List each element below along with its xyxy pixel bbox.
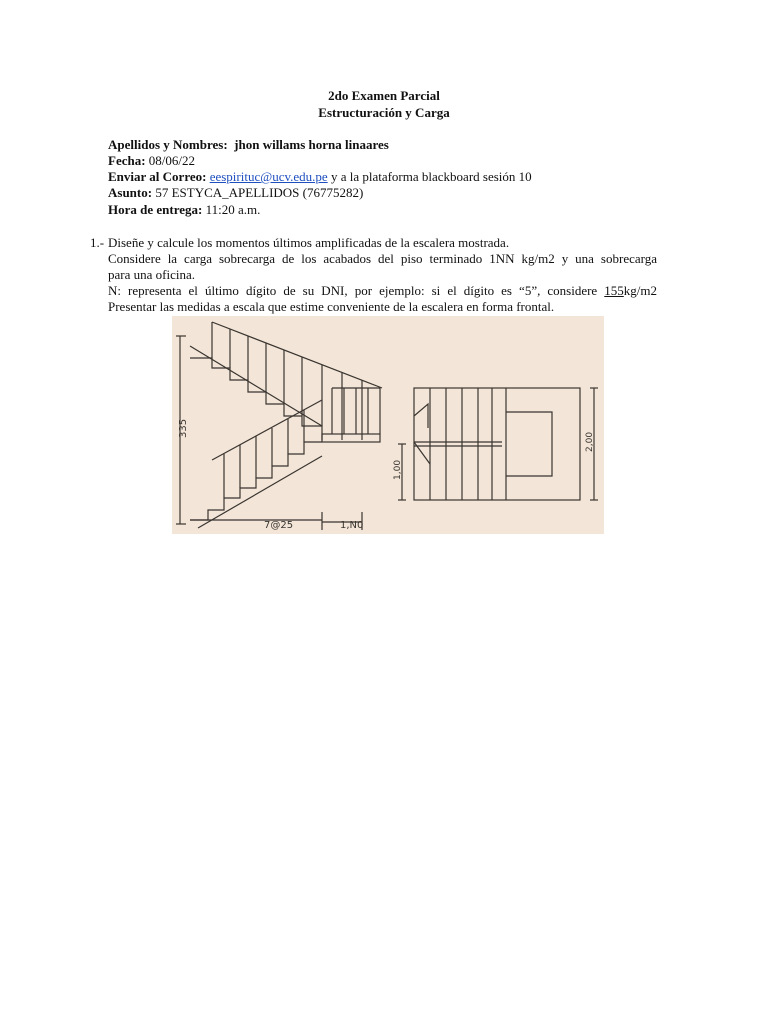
question-line-2: Considere la carga sobrecarga de los acabados del piso terminado 1NN kg/m2 y una sobrecarga [108, 251, 657, 266]
exam-title: 2do Examen Parcial [328, 88, 440, 103]
time-row [108, 202, 260, 218]
dim-plan-right-label: 2,00 [585, 431, 595, 452]
email-rest: y a la plataforma blackboard sesión 10 [327, 169, 532, 184]
exam-subtitle: Estructuración y Carga [318, 105, 450, 120]
plan-landing-inner [506, 412, 552, 476]
plan-outline [414, 388, 580, 500]
lower-handrail [212, 400, 322, 460]
stair-drawing [172, 316, 604, 534]
question-line-4 [108, 283, 657, 299]
names-row [108, 137, 389, 153]
question-line-5: Presentar las medidas a escala que estime conveniente de la escalera en forma frontal. [108, 299, 555, 314]
names-value: jhon willams horna linaares [234, 137, 389, 152]
subject-row [108, 185, 363, 201]
question-number: 1.- [90, 235, 105, 250]
date-row [108, 153, 195, 169]
date-value: 08/06/22 [148, 153, 196, 168]
dim-landing-label: 1,N0 [340, 520, 364, 531]
lower-soffit [198, 456, 322, 528]
dim-height-label: 335 [178, 418, 189, 438]
email-label: Enviar al Correo: [108, 169, 207, 184]
subject-value: 57 ESTYCA_APELLIDOS (76775282) [155, 185, 364, 200]
question-line-4-underlined: 155 [604, 283, 624, 298]
names-label: Apellidos y Nombres: [108, 137, 228, 152]
date-label: Fecha: [108, 153, 146, 168]
question-body [108, 235, 657, 315]
email-row [108, 169, 532, 185]
time-value: 11:20 a.m. [205, 202, 261, 217]
email-link[interactable]: eespirituc@ucv.edu.pe [209, 169, 328, 184]
dim-plan-left-label: 1,00 [393, 459, 403, 480]
upper-handrail [212, 322, 382, 388]
stair-drawing-svg [172, 316, 604, 534]
question-line-1: Diseñe y calcule los momentos últimos amplificadas de la escalera mostrada. [108, 235, 510, 250]
time-label: Hora de entrega: [108, 202, 203, 217]
question-line-4-b: kg/m2 [623, 283, 657, 298]
landing-slab [322, 434, 380, 442]
question-line-4-a: N: representa el último dígito de su DNI, por ejemplo: si el dígito es “5”, considere [108, 283, 605, 298]
subject-label: Asunto: [108, 185, 153, 200]
dim-steps-label: 7@25 [264, 520, 294, 531]
question-line-3: para una oficina. [108, 267, 195, 282]
